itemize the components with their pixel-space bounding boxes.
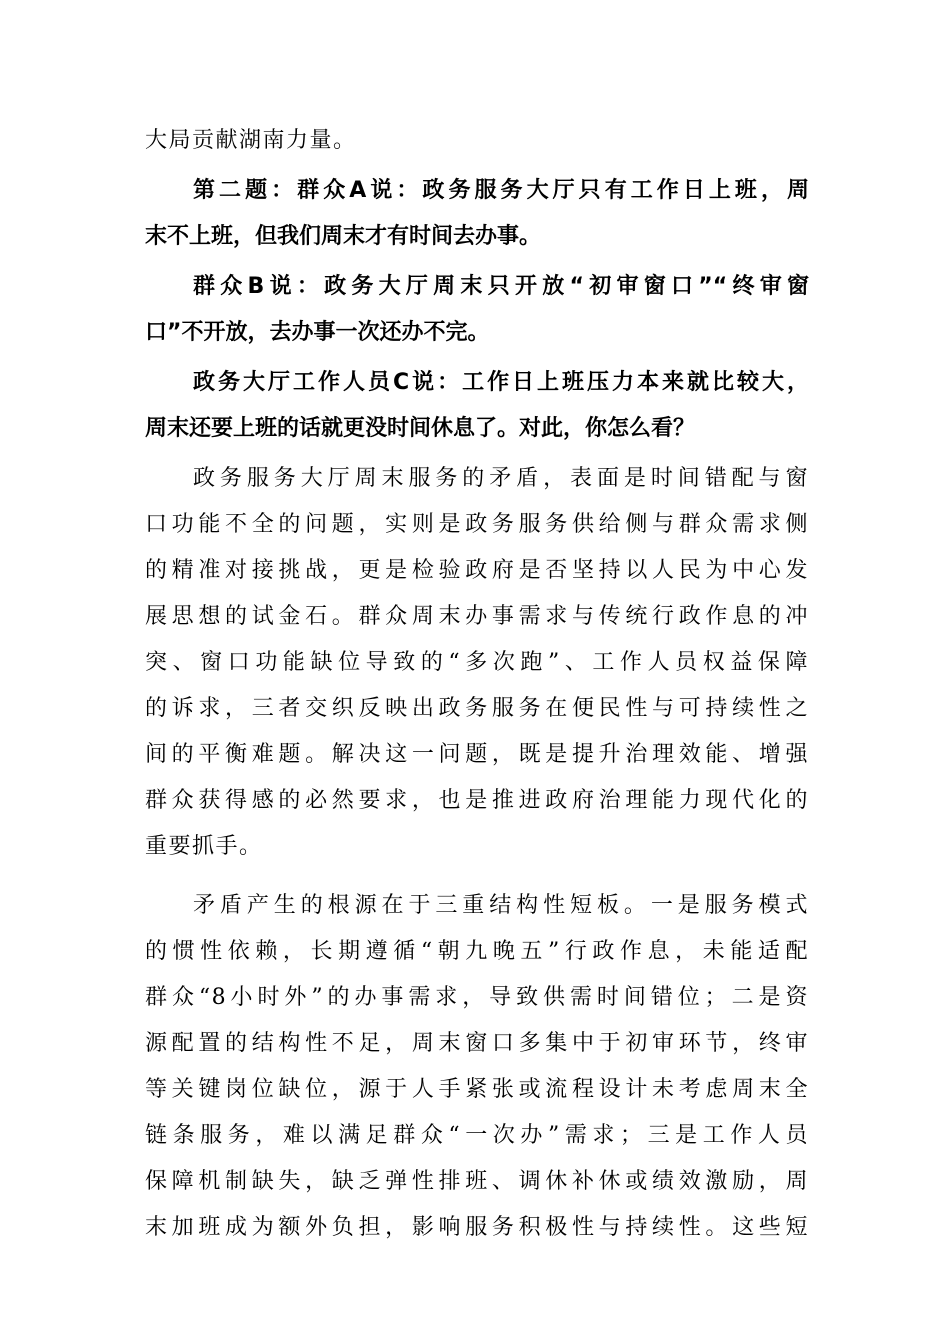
question-c-line-2: 周末还要上班的话就更没时间休息了。对此，你怎么看？ [145, 416, 696, 441]
document-body [145, 118, 809, 1251]
question-title-line-2: 末不上班，但我们周末才有时间去办事。 [145, 224, 542, 249]
answer-paragraph-2 [145, 883, 809, 1251]
question-title-line-1: 第二题：群众A说：政务服务大厅只有工作日上班，周 [193, 178, 809, 203]
question-b-line-2: 口”不开放，去办事一次还办不完。 [145, 320, 490, 345]
answer-p2-line-6: 链条服务，难以满足群众“一次办”需求；三是工作人员 [145, 1123, 809, 1148]
answer-p2-line-4: 源配置的结构性不足，周末窗口多集中于初审环节，终审 [145, 1031, 809, 1056]
question-block [145, 168, 809, 452]
answer-p1-line-8: 群众获得感的必然要求，也是推进政府治理能力现代化的 [145, 788, 809, 813]
answer-p2-line-3: 群众“8小时外”的办事需求，导致供需时间错位；二是资 [145, 985, 809, 1010]
answer-p2-line-5: 等关键岗位缺位，源于人手紧张或流程设计未考虑周末全 [145, 1077, 809, 1102]
question-person-b [145, 264, 809, 356]
question-c-line-1: 政务大厅工作人员C说：工作日上班压力本来就比较大， [193, 370, 809, 395]
answer-p1-line-9: 重要抓手。 [145, 834, 263, 859]
answer-p2-line-8: 末加班成为额外负担，影响服务积极性与持续性。这些短 [145, 1215, 809, 1240]
question-b-line-1: 群众B说：政务大厅周末只开放“初审窗口”“终审窗 [193, 274, 809, 299]
answer-p1-line-3: 的精准对接挑战，更是检验政府是否坚持以人民为中心发 [145, 558, 809, 583]
answer-p1-line-7: 间的平衡难题。解决这一问题，既是提升治理效能、增强 [145, 742, 809, 767]
answer-p1-line-4: 展思想的试金石。群众周末办事需求与传统行政作息的冲 [145, 604, 809, 629]
answer-p1-line-6: 的诉求，三者交织反映出政务服务在便民性与可持续性之 [145, 696, 809, 721]
intro-line: 大局贡献湖南力量。 [145, 128, 357, 153]
answer-p1-line-5: 突、窗口功能缺位导致的“多次跑”、工作人员权益保障 [145, 650, 809, 675]
answer-p2-line-1: 矛盾产生的根源在于三重结构性短板。一是服务模式 [193, 893, 809, 918]
answer-p1-line-1: 政务服务大厅周末服务的矛盾，表面是时间错配与窗 [193, 466, 809, 491]
answer-p2-line-2: 的惯性依赖，长期遵循“朝九晚五”行政作息，未能适配 [145, 939, 809, 964]
question-title [145, 168, 809, 260]
answer-p1-line-2: 口功能不全的问题，实则是政务服务供给侧与群众需求侧 [145, 512, 809, 537]
question-person-c [145, 360, 809, 452]
answer-p2-line-7: 保障机制缺失，缺乏弹性排班、调休补休或绩效激励，周 [145, 1169, 809, 1194]
answer-paragraph-1 [145, 456, 809, 870]
